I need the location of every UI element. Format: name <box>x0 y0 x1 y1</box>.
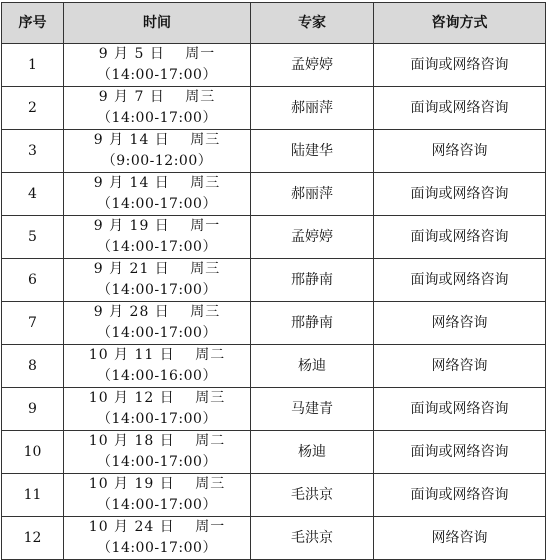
cell-mode: 面询或网络咨询 <box>374 216 546 259</box>
cell-hours: （9:00-12:00） <box>101 153 213 169</box>
cell-time <box>64 216 251 259</box>
cell-expert: 孟婷婷 <box>251 44 374 87</box>
table-header <box>2 3 546 44</box>
cell-time <box>64 517 251 560</box>
table-row <box>2 216 546 259</box>
cell-date: 9 月 7 日 周三 <box>98 89 216 105</box>
cell-hours: （14:00-17:00） <box>97 196 217 212</box>
cell-time <box>64 87 251 130</box>
cell-date: 9 月 28 日 周三 <box>93 304 221 320</box>
cell-mode: 面询或网络咨询 <box>374 87 546 130</box>
table-row <box>2 87 546 130</box>
table-row <box>2 474 546 517</box>
cell-date: 10 月 18 日 周二 <box>88 433 226 449</box>
cell-date: 9 月 21 日 周三 <box>93 261 221 277</box>
cell-mode: 网络咨询 <box>374 302 546 345</box>
cell-mode: 网络咨询 <box>374 517 546 560</box>
table-row <box>2 302 546 345</box>
cell-mode: 网络咨询 <box>374 130 546 173</box>
table-row <box>2 345 546 388</box>
table-row <box>2 431 546 474</box>
cell-date: 10 月 11 日 周二 <box>88 347 226 363</box>
table-body <box>2 44 546 560</box>
cell-index: 9 <box>2 388 64 431</box>
cell-hours: （14:00-17:00） <box>97 411 217 427</box>
table-row <box>2 259 546 302</box>
cell-hours: （14:00-17:00） <box>97 67 217 83</box>
cell-time <box>64 431 251 474</box>
cell-expert: 毛洪京 <box>251 517 374 560</box>
cell-index: 10 <box>2 431 64 474</box>
cell-index: 12 <box>2 517 64 560</box>
cell-expert: 陆建华 <box>251 130 374 173</box>
cell-mode: 面询或网络咨询 <box>374 388 546 431</box>
cell-mode: 面询或网络咨询 <box>374 259 546 302</box>
cell-expert: 邢静南 <box>251 259 374 302</box>
cell-expert: 郝丽萍 <box>251 173 374 216</box>
table-row <box>2 44 546 87</box>
cell-hours: （14:00-17:00） <box>97 540 217 556</box>
cell-time <box>64 302 251 345</box>
cell-mode: 面询或网络咨询 <box>374 44 546 87</box>
cell-date: 10 月 19 日 周三 <box>88 476 226 492</box>
cell-mode: 面询或网络咨询 <box>374 173 546 216</box>
cell-time <box>64 474 251 517</box>
cell-expert: 马建青 <box>251 388 374 431</box>
cell-time <box>64 44 251 87</box>
cell-index: 2 <box>2 87 64 130</box>
cell-index: 7 <box>2 302 64 345</box>
cell-hours: （14:00-17:00） <box>97 325 217 341</box>
cell-date: 9 月 14 日 周三 <box>93 175 221 191</box>
header-mode: 咨询方式 <box>374 3 546 44</box>
cell-time <box>64 388 251 431</box>
cell-index: 3 <box>2 130 64 173</box>
cell-index: 4 <box>2 173 64 216</box>
cell-index: 6 <box>2 259 64 302</box>
cell-index: 5 <box>2 216 64 259</box>
cell-date: 9 月 5 日 周一 <box>98 46 216 62</box>
header-expert: 专家 <box>251 3 374 44</box>
header-row <box>2 3 546 44</box>
cell-date: 9 月 14 日 周三 <box>93 132 221 148</box>
table-row <box>2 173 546 216</box>
cell-time <box>64 259 251 302</box>
header-index: 序号 <box>2 3 64 44</box>
cell-expert: 邢静南 <box>251 302 374 345</box>
cell-expert: 杨迪 <box>251 431 374 474</box>
cell-hours: （14:00-17:00） <box>97 497 217 513</box>
cell-mode: 面询或网络咨询 <box>374 474 546 517</box>
table-row <box>2 517 546 560</box>
cell-hours: （14:00-16:00） <box>97 368 217 384</box>
cell-hours: （14:00-17:00） <box>97 239 217 255</box>
consultation-schedule-table <box>1 2 546 560</box>
cell-index: 11 <box>2 474 64 517</box>
cell-mode: 面询或网络咨询 <box>374 431 546 474</box>
cell-date: 10 月 24 日 周一 <box>88 519 226 535</box>
cell-time <box>64 130 251 173</box>
header-time: 时间 <box>64 3 251 44</box>
cell-time <box>64 173 251 216</box>
cell-date: 10 月 12 日 周三 <box>88 390 226 406</box>
table-row <box>2 130 546 173</box>
cell-hours: （14:00-17:00） <box>97 454 217 470</box>
table-row <box>2 388 546 431</box>
cell-date: 9 月 19 日 周一 <box>93 218 221 234</box>
cell-expert: 郝丽萍 <box>251 87 374 130</box>
cell-time <box>64 345 251 388</box>
cell-hours: （14:00-17:00） <box>97 110 217 126</box>
cell-mode: 网络咨询 <box>374 345 546 388</box>
cell-expert: 杨迪 <box>251 345 374 388</box>
cell-expert: 孟婷婷 <box>251 216 374 259</box>
cell-expert: 毛洪京 <box>251 474 374 517</box>
cell-hours: （14:00-17:00） <box>97 282 217 298</box>
cell-index: 1 <box>2 44 64 87</box>
cell-index: 8 <box>2 345 64 388</box>
